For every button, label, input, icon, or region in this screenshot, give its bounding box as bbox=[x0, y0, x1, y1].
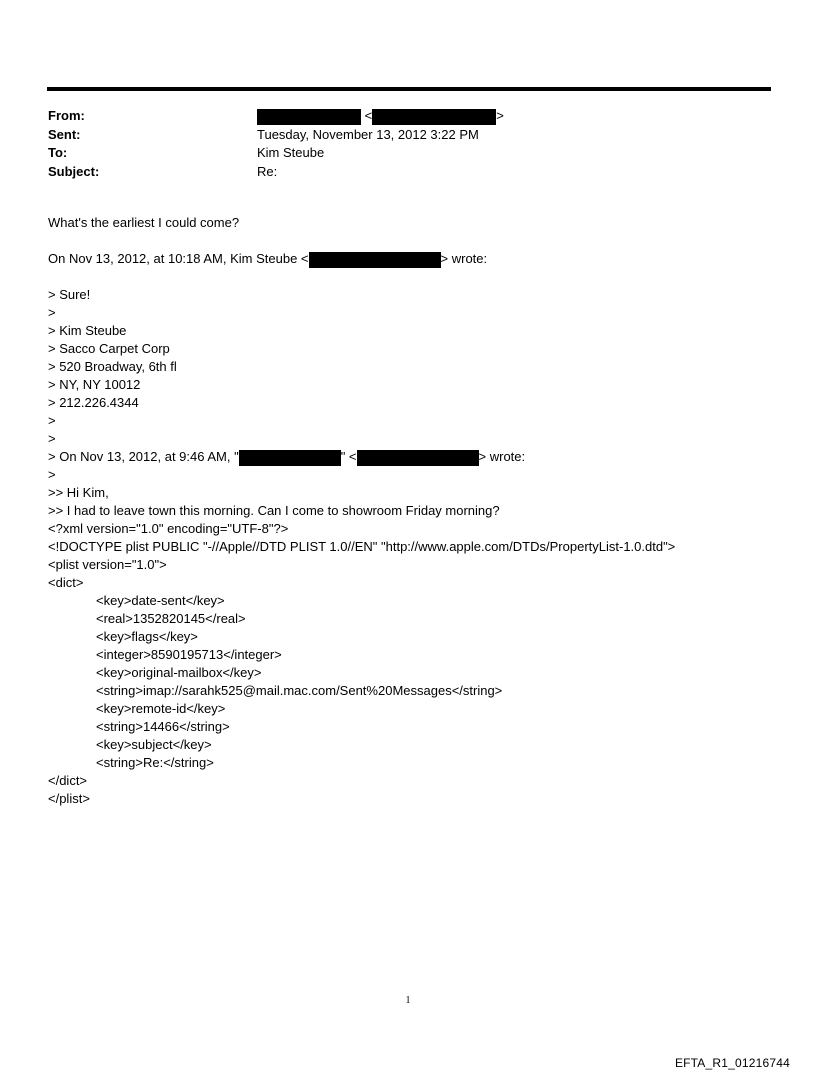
xml-line: <string>14466</string> bbox=[96, 719, 230, 734]
quoted-line: > Kim Steube bbox=[48, 323, 127, 338]
subject-label: Subject: bbox=[48, 163, 100, 179]
subject-row bbox=[48, 163, 748, 182]
xml-line: <plist version="1.0"> bbox=[48, 557, 167, 572]
xml-line: <dict> bbox=[48, 575, 84, 590]
xml-line: <real>1352820145</real> bbox=[96, 611, 246, 626]
xml-line: <?xml version="1.0" encoding="UTF-8"?> bbox=[48, 521, 289, 536]
xml-line: <key>original-mailbox</key> bbox=[96, 665, 262, 680]
quoted-line: > bbox=[48, 467, 56, 482]
xml-line: <key>remote-id</key> bbox=[96, 701, 226, 716]
redaction-box bbox=[372, 109, 496, 125]
sent-row bbox=[48, 126, 748, 145]
email-header bbox=[48, 107, 748, 181]
to-value: Kim Steube bbox=[257, 145, 325, 160]
body-line: What's the earliest I could come? bbox=[48, 215, 240, 230]
header-rule bbox=[47, 87, 771, 91]
to-label: To: bbox=[48, 145, 68, 160]
quoted-line: >> Hi Kim, bbox=[48, 485, 109, 500]
xml-line: <key>flags</key> bbox=[96, 629, 198, 644]
xml-line: <integer>8590195713</integer> bbox=[96, 647, 282, 662]
redaction-box bbox=[309, 252, 441, 268]
to-row bbox=[48, 144, 748, 163]
xml-line: <!DOCTYPE plist PUBLIC "-//Apple//DTD PLIST 1.0//EN" "http://www.apple.com/DTDs/PropertyList-1.0.dtd"> bbox=[48, 539, 676, 554]
xml-line: </dict> bbox=[48, 773, 88, 788]
quoted-line: > bbox=[48, 431, 56, 446]
quoted-line: > Sure! bbox=[48, 287, 91, 302]
sent-label: Sent: bbox=[48, 126, 81, 142]
subject-value: Re: bbox=[257, 163, 278, 179]
quoted-line: > bbox=[48, 305, 56, 320]
xml-line: <string>Re:</string> bbox=[96, 755, 214, 770]
quoted-line: > bbox=[48, 413, 56, 428]
from-lt: < bbox=[364, 108, 373, 123]
page-number: 1 bbox=[405, 995, 411, 1006]
quote-attribution: > On Nov 13, 2012, at 9:46 AM, " " < > wrote: bbox=[48, 449, 526, 464]
from-label: From: bbox=[48, 108, 85, 123]
from-value bbox=[257, 107, 504, 126]
xml-line: <string>imap://sarahk525@mail.mac.com/Sent%20Messages</string> bbox=[96, 683, 503, 698]
sent-value: Tuesday, November 13, 2012 3:22 PM bbox=[257, 126, 479, 142]
email-body bbox=[48, 214, 778, 808]
quoted-line: > NY, NY 10012 bbox=[48, 377, 141, 392]
from-gt: > bbox=[496, 108, 504, 123]
bates-number: EFTA_R1_01216744 bbox=[674, 1056, 790, 1070]
from-row bbox=[48, 107, 748, 126]
quoted-line: > 212.226.4344 bbox=[48, 395, 139, 410]
quoted-line: > 520 Broadway, 6th fl bbox=[48, 359, 177, 374]
xml-line: <key>date-sent</key> bbox=[96, 593, 225, 608]
redaction-box bbox=[257, 109, 361, 125]
quote-attribution: On Nov 13, 2012, at 10:18 AM, Kim Steube < > wrote: bbox=[48, 251, 488, 266]
redaction-box bbox=[357, 450, 479, 466]
xml-line: <key>subject</key> bbox=[96, 737, 212, 752]
redaction-box bbox=[239, 450, 341, 466]
xml-line: </plist> bbox=[48, 791, 90, 806]
quoted-line: > Sacco Carpet Corp bbox=[48, 341, 170, 356]
quoted-line: >> I had to leave town this morning. Can I come to showroom Friday morning? bbox=[48, 503, 500, 518]
